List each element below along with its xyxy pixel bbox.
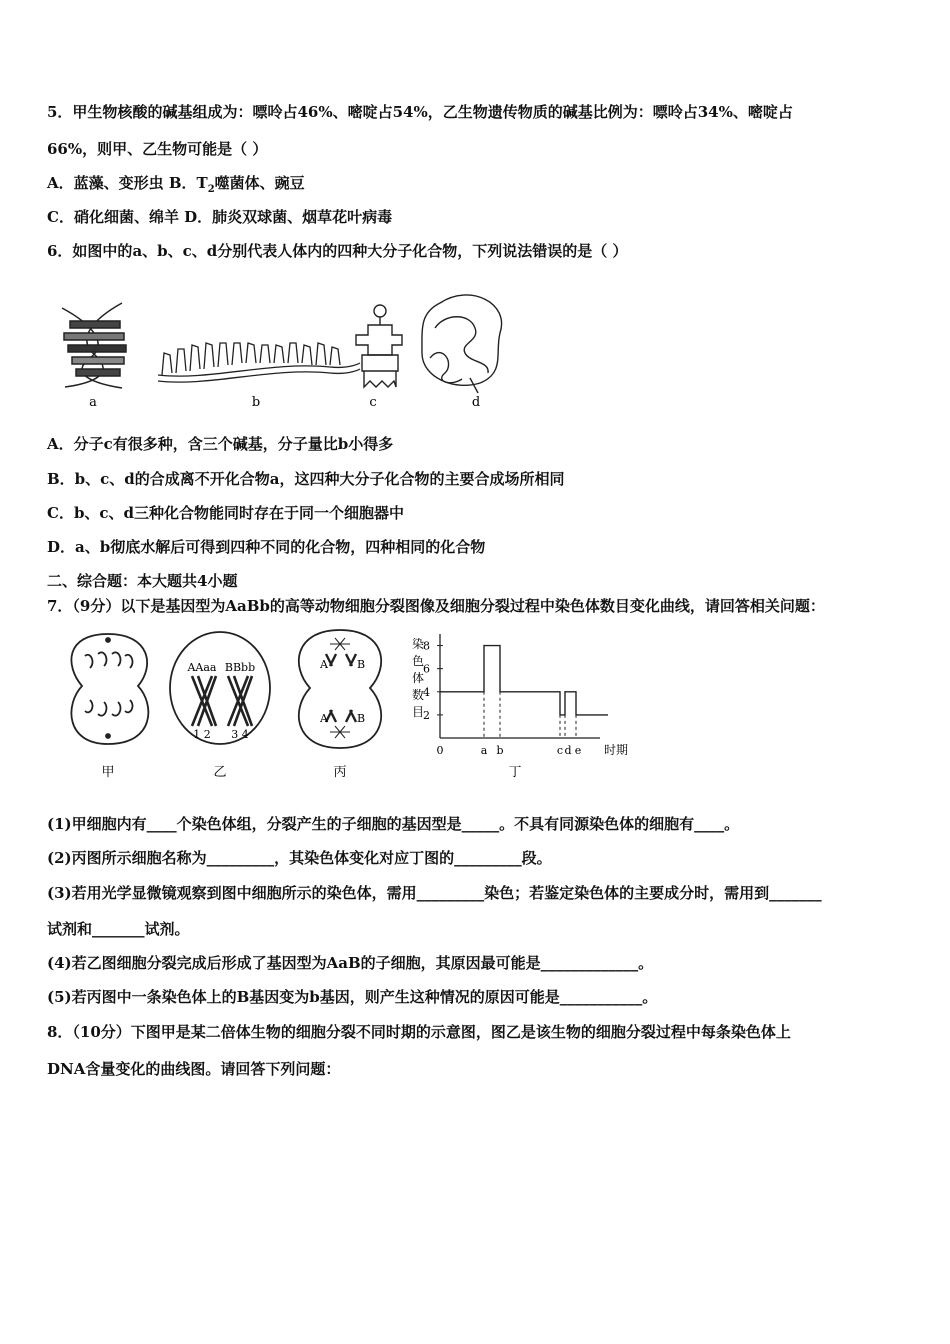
q7-figure (60, 626, 650, 786)
q6-figure (50, 283, 510, 413)
chart-ylabel-char-5: 目 (412, 705, 425, 719)
q7-cell-jia (71, 634, 148, 744)
q5-stem-line2: 66%，则甲、乙生物可能是（ ） (47, 140, 268, 158)
chart-series-line (440, 646, 608, 715)
chart-ylabel-char-1: 染 (412, 637, 425, 651)
q5-stem-line1: 5．甲生物核酸的碱基组成为：嘌呤占46%、嘧啶占54%，乙生物遗传物质的碱基比例为：嘌呤占34%、嘧啶占 (47, 103, 793, 121)
q6-fig-b-mrna (158, 343, 360, 382)
chart-ytick-label-2: 2 (423, 708, 430, 722)
q6-option-c: C．b、c、d三种化合物能同时存在于同一个细胞器中 (47, 504, 405, 522)
q7-label-yi: 乙 (213, 765, 227, 780)
q5-option-ab (47, 173, 305, 200)
chart-ytick-label-4: 4 (423, 685, 430, 699)
q6-stem: 6．如图中的a、b、c、d分别代表人体内的四种大分子化合物，下列说法错误的是（ ） (47, 242, 628, 260)
q6-fig-label-b: b (251, 395, 261, 410)
q7-yi-nums-right: 3 4 (231, 728, 249, 741)
q7-bing-gene-a-bottom: A (320, 712, 328, 725)
chart-xtick-label-d: d (564, 744, 572, 757)
q6-fig-label-d: d (471, 395, 481, 410)
q7-label-ding: 丁 (508, 765, 522, 780)
q6-option-a: A．分子c有很多种，含三个碱基，分子量比b小得多 (47, 435, 394, 453)
chart-xtick-label-c: c (556, 744, 564, 757)
section2-heading: 二、综合题：本大题共4小题 (47, 572, 238, 590)
chart-ylabel-char-4: 数 (412, 688, 425, 702)
q5-option-ab-pre: A．蓝藻、变形虫 B．T (47, 174, 208, 192)
q7-yi-genes-right: BBbb (224, 661, 256, 674)
chart-ytick-label-8: 8 (423, 639, 430, 653)
q7-sub4: (4)若乙图细胞分裂完成后形成了基因型为AaB的子细胞，其原因最可能是_____________。 (47, 954, 654, 972)
q6-fig-d-protein (422, 295, 502, 393)
q6-option-d: D．a、b彻底水解后可得到四种不同的化合物，四种相同的化合物 (47, 538, 486, 556)
q7-chart-ding (412, 634, 628, 780)
q7-bing-gene-a-top: A (320, 658, 328, 671)
q7-stem: 7．（9分）以下是基因型为AaBb的高等动物细胞分裂图像及细胞分裂过程中染色体数目变化曲线，请回答相关问题： (47, 597, 825, 615)
q7-label-bing: 丙 (333, 765, 347, 780)
q7-sub3-line2: 试剂和_______试剂。 (47, 920, 190, 938)
q7-sub2: (2)丙图所示细胞名称为_________，其染色体变化对应丁图的_________段。 (47, 849, 552, 867)
chart-ytick-label-6: 6 (423, 662, 430, 676)
q5-option-ab-post: 噬菌体、豌豆 (214, 174, 305, 192)
q6-fig-a-dna-helix (62, 303, 126, 388)
q6-fig-label-c: c (369, 395, 377, 410)
q5-option-cd: C．硝化细菌、绵羊 D．肺炎双球菌、烟草花叶病毒 (47, 208, 393, 226)
q7-cell-yi (170, 632, 270, 744)
q8-stem-line2: DNA含量变化的曲线图。请回答下列问题： (47, 1060, 341, 1078)
q5-option-ab-sub: 2 (207, 184, 215, 195)
q6-fig-c-trna (356, 305, 402, 387)
chart-xtick-label-0: 0 (436, 744, 444, 757)
q8-stem-line1: 8．（10分）下图甲是某二倍体生物的细胞分裂不同时期的示意图，图乙是该生物的细胞分裂过程中每条染色体上 (47, 1023, 791, 1041)
q7-sub3-line1: (3)若用光学显微镜观察到图中细胞所示的染色体，需用_________染色；若鉴定染色体的主要成分时，需用到_______ (47, 884, 822, 902)
q7-bing-gene-b-top: B (357, 658, 366, 671)
chart-xlabel: 时期 (604, 743, 629, 757)
chart-xtick-label-a: a (480, 744, 488, 757)
q7-yi-nums-left: 1 2 (193, 728, 211, 741)
q6-option-b: B．b、c、d的合成离不开化合物a，这四种大分子化合物的主要合成场所相同 (47, 470, 565, 488)
chart-ylabel-char-3: 体 (412, 671, 425, 685)
q7-cell-bing (299, 630, 381, 748)
q7-yi-genes-left: AAaa (187, 661, 217, 674)
chart-xtick-label-e: e (574, 744, 582, 757)
q7-sub1: (1)甲细胞内有____个染色体组，分裂产生的子细胞的基因型是_____。不具有同源染色体的细胞有____。 (47, 815, 740, 833)
q7-sub5: (5)若丙图中一条染色体上的B基因变为b基因，则产生这种情况的原因可能是___________。 (47, 988, 658, 1006)
chart-ylabel-char-2: 色 (412, 654, 425, 668)
q7-bing-gene-b-bottom: B (357, 712, 366, 725)
q6-fig-label-a: a (89, 395, 97, 410)
q7-label-jia: 甲 (101, 765, 115, 780)
chart-xtick-label-b: b (496, 744, 504, 757)
